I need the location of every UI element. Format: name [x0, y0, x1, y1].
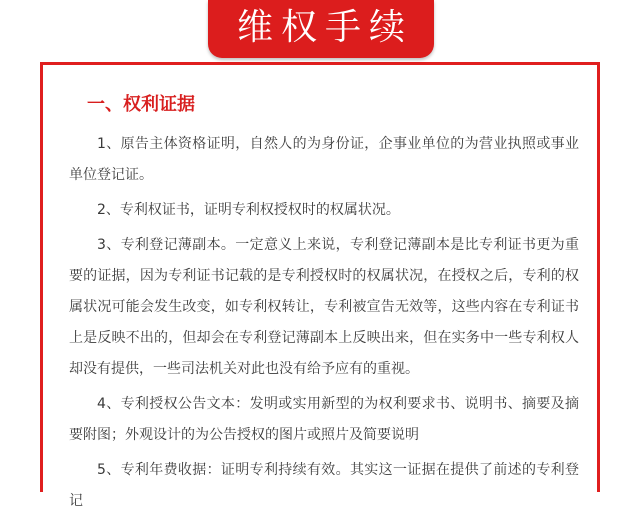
evidence-item-text: 3、专利登记薄副本。一定意义上来说，专利登记薄副本是比专利证书更为重要的证据，因为专利证书记载的是专利授权时的权属状况，在授权之后，专利的权属状况可能会发生改变，如专利权转让，专利被宣告无效等，这些内容在专利证书上是反映不出的，但却会在专利登记薄副本上反映出来，但在实务中一些专利权人却没有提供，一些司法机关对此也没有给予应有的重视。	[69, 237, 579, 377]
evidence-item-3	[69, 230, 579, 385]
evidence-item-text: 5、专利年费收据：证明专利持续有效。其实这一证据在提供了前述的专利登记	[69, 462, 579, 509]
evidence-item-1	[69, 129, 579, 191]
title-banner	[208, 0, 434, 58]
evidence-list	[69, 129, 579, 521]
content-panel	[40, 62, 600, 509]
evidence-item-4	[69, 389, 579, 451]
section-heading: 一、权利证据	[87, 94, 195, 115]
evidence-item-text: 4、专利授权公告文本：发明或实用新型的为权利要求书、说明书、摘要及摘要附图；外观设计的为公告授权的图片或照片及简要说明	[69, 396, 579, 443]
evidence-item-text: 2、专利权证书，证明专利权授权时的权属状况。	[97, 202, 400, 218]
evidence-item-2	[69, 195, 579, 226]
page-title: 维权手续	[236, 7, 413, 48]
evidence-item-5	[69, 455, 579, 517]
evidence-item-text: 1、原告主体资格证明，自然人的为身份证，企事业单位的为营业执照或事业单位登记证。	[69, 136, 579, 183]
